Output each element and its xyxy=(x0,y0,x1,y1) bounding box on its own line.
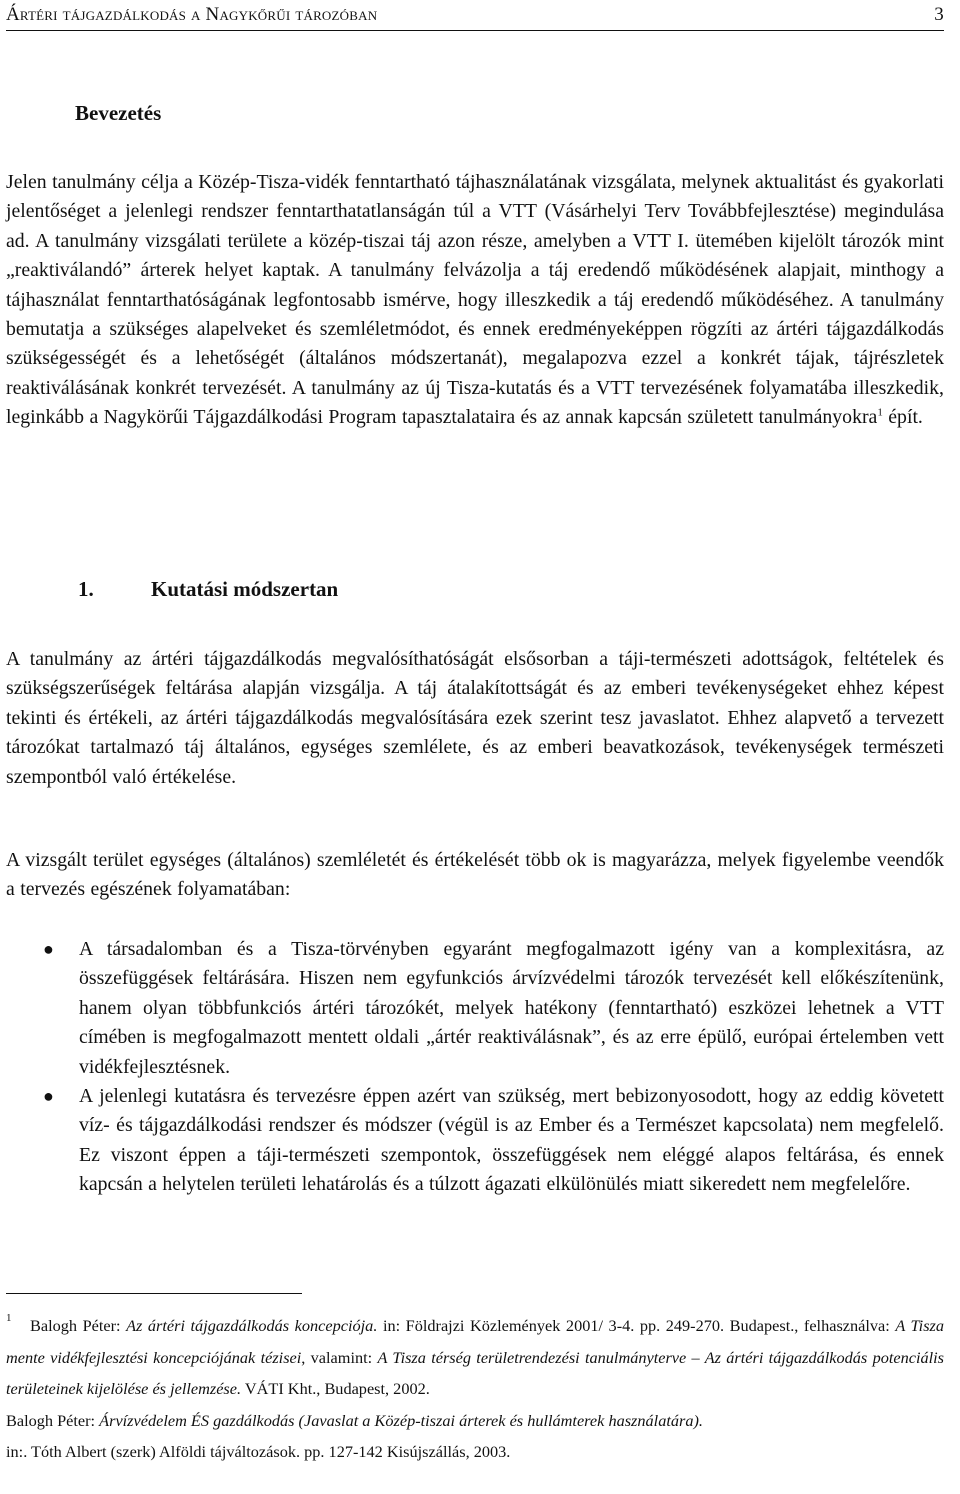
footnote-mark: 1 xyxy=(6,1312,12,1324)
methodology-paragraph-2: A vizsgált terület egységes (általános) szemléletét és értékelését több ok is magyarázza, melyek figyelembe veendők a tervezés egészének folyamatában: xyxy=(6,849,944,901)
footnote-reference: 1 xyxy=(877,406,883,419)
section-title: Kutatási módszertan xyxy=(151,577,339,601)
footnote-title: Az ártéri tájgazdálkodás koncepciója. xyxy=(126,1316,378,1335)
footnote-title-2: A Tisza mente vidékfejlesztési koncepciójának tézisei xyxy=(6,1316,945,1367)
section-heading-introduction: Bevezetés xyxy=(75,101,162,125)
section-heading-methodology xyxy=(78,577,338,602)
section-number: 1. xyxy=(78,577,94,601)
footnotes xyxy=(6,1310,944,1468)
footnote-3: in:. Tóth Albert (szerk) Alföldi tájváltozások. pp. 127-142 Kisújszállás, 2003. xyxy=(6,1442,511,1461)
footnote-author: Balogh Péter: xyxy=(30,1316,127,1335)
methodology-paragraph-1: A tanulmány az ártéri tájgazdálkodás megvalósíthatóságát elsősorban a táji-természeti adottságok, feltételek és szükségszerűségek feltárása alapján vizsgálja. A táj átalakítottságát és az emberi tevékenységeket ehhez képest tekinti és értékeli, az ártéri tájgazdálkodás megvalósítására ezek szerint tesz javaslatot. Ehhez alapvető a tervezett tározókat tartalmazó táj általános, egységes szemlélete, és az emberi beavatkozások, tevékenységek természeti szempontból való értékelése. xyxy=(6,648,944,788)
bullet-item xyxy=(6,935,944,1082)
introduction-text: Jelen tanulmány célja a Közép-Tisza-vidék fenntartható tájhasználatának vizsgálata, melynek aktualitást és gyakorlati jelentőséget a jelenlegi rendszer fenntarthatatlanságán túl a VTT (Vásárhelyi Terv Továbbfejlesztése) megindulása ad. A tanulmány vizsgálati területe a közép-tiszai táj azon része, amelyben a VTT I. ütemében kijelölt tározók mint „reaktiválandó” árterek helyet kaptak. A tanulmány felvázolja a táj eredendő működésének alapjait, minthogy a tájhasználat fenntarthatóságának legfontosabb ismérve, hogy illeszkedik a táj eredendő működéséhez. A tanulmány bemutatja a szükséges alapelveket és szemléletmódot, és ennek eredményeképpen rögzíti az ártéri tájgazdálkodás szükségességét és a lehetőségét (általános módszertanát), megalapozva ezzel a konkrét tájak, tájrészletek reaktiválásának konkrét tervezését. A tanulmány az új Tisza-kutatás és a VTT tervezésének folyamatába illeszkedik, leginkább a Nagykörűi Tájgazdálkodási Program tapasztalataira és az annak kapcsán született tanulmányokra xyxy=(6,171,944,429)
running-head-title: Ártéri tájgazdálkodás a Nagykőrűi tározóban xyxy=(6,4,378,25)
footnote-divider xyxy=(6,1293,302,1294)
introduction-text-end: épít. xyxy=(882,406,923,429)
bullet-list xyxy=(6,935,944,1200)
bullet-icon: ● xyxy=(43,1086,54,1107)
bullet-icon: ● xyxy=(43,939,54,959)
introduction-paragraph xyxy=(6,168,944,433)
footnote-connector: , valamint: xyxy=(301,1347,378,1367)
footnote-publisher: VÁTI Kht., Budapest, 2002. xyxy=(241,1379,430,1398)
page-number: 3 xyxy=(934,4,944,25)
running-head xyxy=(6,4,944,31)
footnote-title-3: A Tisza térség területrendezési tanulmányterve – Az ártéri tájgazdálkodás potenciális területeinek kijelölése és jellemzése. xyxy=(6,1347,945,1398)
footnote-2 xyxy=(6,1405,944,1437)
bullet-text: A társadalomban és a Tisza-törvényben egyaránt megfogalmazott igény van a komplexitásra, az összefüggések feltárására. Hiszen nem egyfunkciós árvízvédelmi tározók tervezését kell előkészítenünk, hanem olyan többfunkciós ártéri tározókét, melyek hatékony (fenntartható) eszközei lehetnek a VTT címében is megfogalmazott mentett oldali „ártér reaktiválásnak”, és az erre épülő, európai értelemben vett vidékfejlesztésnek. xyxy=(79,938,944,1078)
footnote-2-title: Árvízvédelem ÉS gazdálkodás (Javaslat a Közép-tiszai árterek és hullámterek használatára). xyxy=(99,1410,703,1430)
bullet-item xyxy=(6,1082,944,1200)
footnote-1 xyxy=(6,1310,944,1405)
footnote-source: in: Földrajzi Közlemények 2001/ 3-4. pp. 249-270. Budapest., felhasználva: xyxy=(377,1316,896,1335)
footnote-2-author: Balogh Péter: xyxy=(6,1410,100,1430)
bullet-text: A jelenlegi kutatásra és tervezésre éppen azért van szükség, mert bebizonyosodott, hogy az eddig követett víz- és tájgazdálkodási rendszer és módszer (végül is az Ember és a Természet kapcsolata) nem megfelelő. Ez viszont éppen a táji-természeti szempontok, összefüggések nem eléggé alapos feltárása, és ennek kapcsán a helytelen területi lehatárolás és a túlzott ágazati elkülönülés miatt sikeredett nem megfelelőre. xyxy=(79,1085,944,1196)
